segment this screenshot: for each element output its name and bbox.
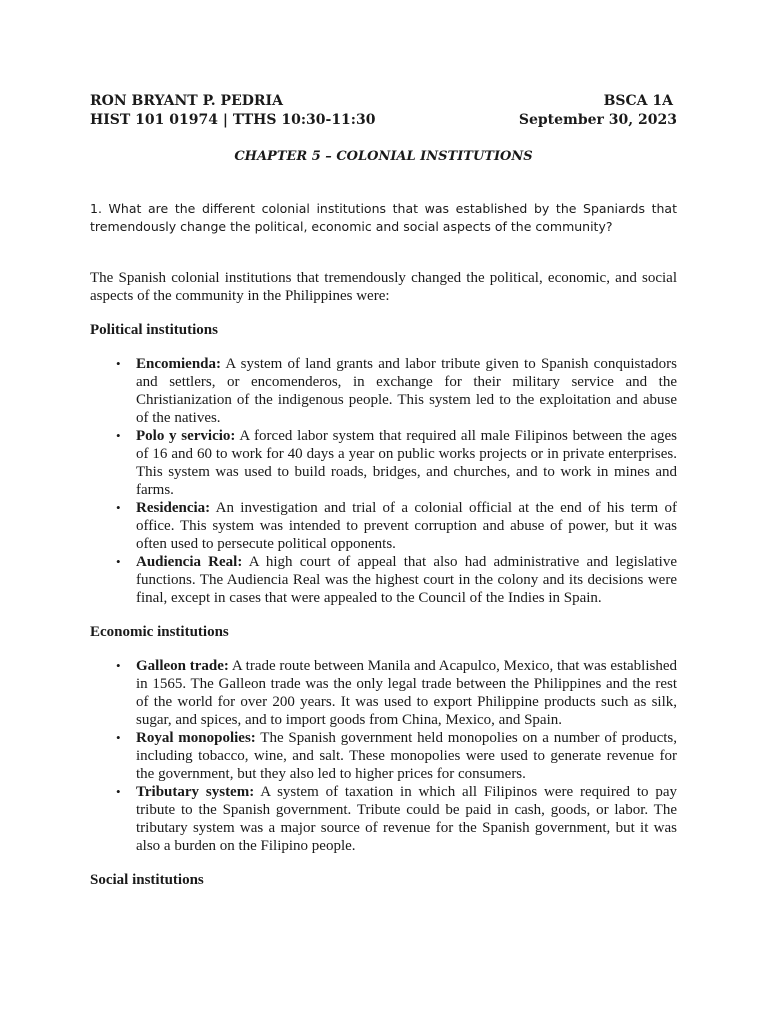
list-item bbox=[116, 499, 677, 553]
list-item bbox=[116, 783, 677, 855]
bullet-icon: • bbox=[116, 554, 121, 569]
intro-paragraph: The Spanish colonial institutions that tremendously changed the political, economic, and social aspects of the community in the Philippines were: bbox=[90, 270, 677, 304]
item-term: Royal monopolies: bbox=[136, 730, 256, 746]
bullet-icon: • bbox=[116, 730, 121, 745]
item-description: An investigation and trial of a colonial official at the end of his term of office. This system was intended to prevent corruption and abuse of power, but it was often used to persecute political opponents. bbox=[136, 500, 677, 552]
student-section: BSCA 1A bbox=[603, 93, 673, 109]
section-heading-economic: Economic institutions bbox=[90, 624, 229, 640]
document-page bbox=[90, 92, 677, 905]
item-description: A forced labor system that required all male Filipinos between the ages of 16 and 60 to work for 40 days a year on public works projects or in private enterprises. This system was used to build roads, bridges, and churches, and to work in mines and farms. bbox=[136, 428, 677, 498]
submission-date: September 30, 2023 bbox=[518, 112, 677, 128]
student-name: RON BRYANT P. PEDRIA bbox=[90, 93, 283, 109]
question-text: 1. What are the different colonial institutions that was established by the Spaniards that tremendously change the political, economic and social aspects of the community? bbox=[90, 201, 677, 234]
list-item bbox=[116, 427, 677, 499]
item-description: A system of taxation in which all Filipinos were required to pay tribute to the Spanish government. Tribute could be paid in cash, goods, or labor. The tributary system was a major source of revenue for the Spanish government, but it was also a burden on the Filipino people. bbox=[136, 784, 677, 854]
header-line-2 bbox=[90, 111, 677, 130]
chapter-title: CHAPTER 5 – COLONIAL INSTITUTIONS bbox=[234, 149, 533, 164]
list-item bbox=[116, 729, 677, 783]
list-item bbox=[116, 355, 677, 427]
item-description: A trade route between Manila and Acapulco, Mexico, that was established in 1565. The Galleon trade was the only legal trade between the Philippines and the rest of the world for over 200 years. It was used to export Philippine products such as silk, sugar, and spices, and to import goods from China, Mexico, and Spain. bbox=[136, 658, 678, 728]
bullet-icon: • bbox=[116, 356, 121, 371]
item-term: Polo y servicio: bbox=[136, 428, 236, 444]
item-term: Encomienda: bbox=[136, 356, 222, 372]
bullet-icon: • bbox=[116, 500, 121, 515]
course-info: HIST 101 01974 | TTHS 10:30-11:30 bbox=[90, 112, 376, 128]
bullet-icon: • bbox=[116, 428, 121, 443]
item-term: Tributary system: bbox=[136, 784, 255, 800]
item-description: A high court of appeal that also had administrative and legislative functions. The Audiencia Real was the highest court in the colony and its decisions were final, except in cases that were appealed to the Council of the Indies in Spain. bbox=[136, 554, 677, 606]
section-heading-political: Political institutions bbox=[90, 322, 218, 338]
header-line-1 bbox=[90, 92, 677, 111]
item-term: Audiencia Real: bbox=[136, 554, 243, 570]
item-description: The Spanish government held monopolies on a number of products, including tobacco, wine, and salt. These monopolies were used to generate revenue for the government, but they also led to higher prices for consumers. bbox=[136, 730, 677, 782]
item-description: A system of land grants and labor tribute given to Spanish conquistadors and settlers, or encomenderos, in exchange for their military service and the Christianization of the indigenous people. This system led to the exploitation and abuse of the natives. bbox=[136, 356, 677, 426]
bullet-icon: • bbox=[116, 784, 121, 799]
list-item bbox=[116, 657, 678, 729]
bullet-icon: • bbox=[116, 658, 121, 673]
political-institutions-list bbox=[90, 355, 677, 607]
item-term: Galleon trade: bbox=[136, 658, 229, 674]
section-heading-social: Social institutions bbox=[90, 872, 204, 888]
economic-institutions-list bbox=[90, 657, 677, 855]
list-item bbox=[116, 553, 677, 607]
item-term: Residencia: bbox=[136, 500, 211, 516]
